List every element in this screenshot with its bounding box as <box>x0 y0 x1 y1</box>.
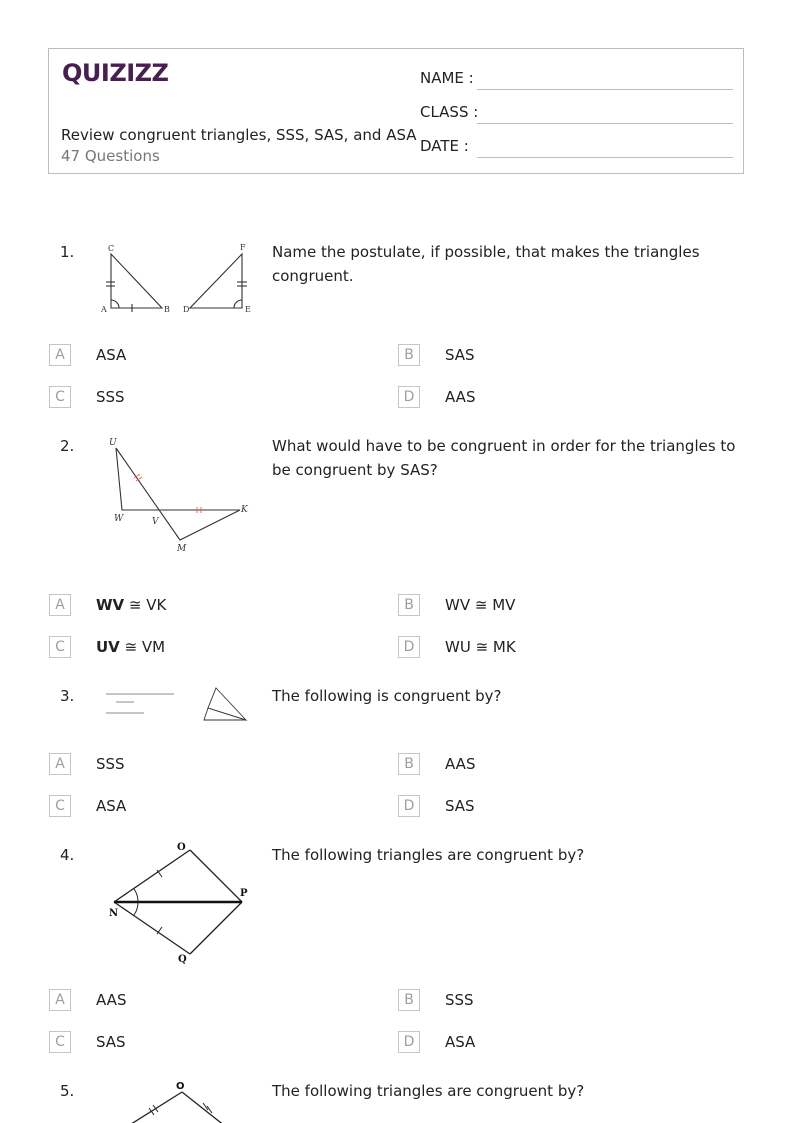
option-text-a[interactable]: AAS <box>96 991 127 1009</box>
worksheet-header <box>48 48 744 174</box>
question-2-figure <box>100 434 260 559</box>
quizizz-logo: QUIZIZZ <box>62 59 169 87</box>
label-n: N <box>109 908 119 919</box>
label-w: W <box>114 514 124 524</box>
question-count: 47 Questions <box>61 147 160 165</box>
name-line[interactable] <box>477 89 733 90</box>
question-4-number: 4. <box>60 846 75 864</box>
label-k: K <box>241 505 248 515</box>
label-b: B <box>164 305 170 314</box>
option-text-d[interactable]: AAS <box>445 388 476 406</box>
class-line[interactable] <box>477 123 733 124</box>
option-letter-c[interactable]: C <box>49 795 71 817</box>
option-letter-a[interactable]: A <box>49 344 71 366</box>
option-letter-a[interactable]: A <box>49 594 71 616</box>
option-text-a[interactable]: WV ≅ VK <box>96 596 167 614</box>
date-label: DATE : <box>420 137 469 155</box>
question-3-text: The following is congruent by? <box>272 687 502 705</box>
label-m: M <box>177 544 187 554</box>
question-1-figure <box>100 240 260 320</box>
option-text-d[interactable]: ASA <box>445 1033 476 1051</box>
question-4-text: The following triangles are congruent by? <box>272 846 585 864</box>
option-letter-a[interactable]: A <box>49 989 71 1011</box>
label-u: U <box>109 438 117 448</box>
option-text-b[interactable]: SSS <box>445 991 474 1009</box>
label-v: V <box>152 517 159 527</box>
option-letter-c[interactable]: C <box>49 1031 71 1053</box>
option-letter-b[interactable]: B <box>398 344 420 366</box>
label-d: D <box>183 305 190 314</box>
option-text-c[interactable]: SAS <box>96 1033 126 1051</box>
question-4-figure <box>100 838 260 968</box>
option-text-a[interactable]: SSS <box>96 755 125 773</box>
name-label: NAME : <box>420 69 474 87</box>
question-2-text: What would have to be congruent in order for the triangles to be congruent by SAS? <box>272 437 736 479</box>
label-c: C <box>108 244 115 253</box>
question-5-number: 5. <box>60 1082 75 1100</box>
worksheet-title: Review congruent triangles, SSS, SAS, and ASA <box>61 126 417 144</box>
question-1-number: 1. <box>60 243 75 261</box>
option-letter-d[interactable]: D <box>398 795 420 817</box>
question-3-figure <box>100 680 260 730</box>
option-text-c[interactable]: UV ≅ VM <box>96 638 166 656</box>
label-f: F <box>240 243 246 252</box>
class-label: CLASS : <box>420 103 479 121</box>
label-p: P <box>240 888 248 899</box>
option-text-d[interactable]: SAS <box>445 797 475 815</box>
question-1-text: Name the postulate, if possible, that makes the triangles congruent. <box>272 243 700 285</box>
option-letter-b[interactable]: B <box>398 594 420 616</box>
question-3-number: 3. <box>60 687 75 705</box>
option-text-a[interactable]: ASA <box>96 346 127 364</box>
option-letter-b[interactable]: B <box>398 989 420 1011</box>
question-5-text: The following triangles are congruent by? <box>272 1082 585 1100</box>
option-letter-d[interactable]: D <box>398 1031 420 1053</box>
label-q: Q <box>178 954 187 965</box>
option-text-b[interactable]: SAS <box>445 346 475 364</box>
option-text-c[interactable]: ASA <box>96 797 127 815</box>
option-letter-b[interactable]: B <box>398 753 420 775</box>
label-a: A <box>101 305 107 314</box>
option-letter-a[interactable]: A <box>49 753 71 775</box>
label-o: O <box>177 842 186 853</box>
option-text-c[interactable]: SSS <box>96 388 125 406</box>
label-o: O <box>176 1081 185 1092</box>
option-letter-c[interactable]: C <box>49 636 71 658</box>
option-text-b[interactable]: WV ≅ MV <box>445 596 516 614</box>
label-e: E <box>245 305 251 314</box>
question-2-number: 2. <box>60 437 75 455</box>
option-text-d[interactable]: WU ≅ MK <box>445 638 516 656</box>
question-5-figure <box>100 1074 260 1123</box>
option-text-b[interactable]: AAS <box>445 755 476 773</box>
date-line[interactable] <box>477 157 733 158</box>
option-letter-d[interactable]: D <box>398 636 420 658</box>
option-letter-d[interactable]: D <box>398 386 420 408</box>
option-letter-c[interactable]: C <box>49 386 71 408</box>
